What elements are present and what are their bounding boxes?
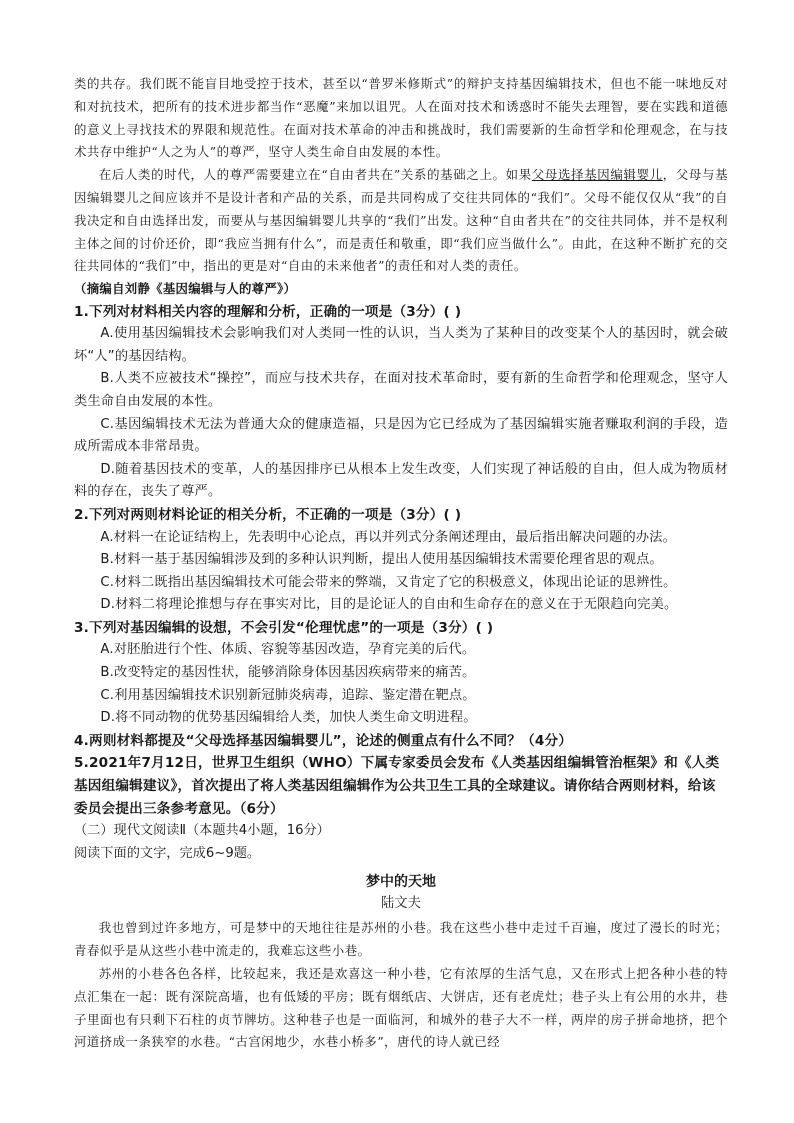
passage-text: ，父母与基因编辑婴儿之间应该并不是设计者和产品的关系，而是共同构成了交往共同体的“我们”。父母不能仅仅从“我”的自我决定和自由选择出发，而要从与基因编辑婴儿共享的“我们”出发。这种“自由者共在”的交往共同体，并不是权利主体之间的讨价还价，即“我应当拥有什么”，而是责任和敬重，即“我们应当做什么”。由此，在这种不断扩充的交往共同体的“我们”中，指出的更是对“自由的未来他者”的责任和对人类的责任。	[74, 167, 729, 274]
article-paragraph: 苏州的小巷各色各样，比较起来，我还是欢喜这一种小巷，它有浓厚的生活气息，又在形式上把各种小巷的特点汇集在一起：既有深院高墙，也有低矮的平房；既有烟纸店、大饼店，还有老虎灶；巷子头上有公用的水井，巷子里面也有只剩下石柱的贞节牌坊。这种巷子也是一面临河，和城外的巷子大不一样，两岸的房子拼命地挤，把个河道挤成一条狭窄的水巷。“古宫闲地少，水巷小桥多”，唐代的诗人就已经	[74, 966, 728, 1050]
option-b: B.改变特定的基因性状，能够消除身体因基因疾病带来的痛苦。	[100, 665, 476, 681]
article-title: 梦中的天地	[366, 874, 436, 891]
question-1	[74, 301, 728, 504]
option-b: B.材料一基于基因编辑涉及到的多种认识判断，提出人使用基因编辑技术需要伦理省思的观点。	[100, 552, 663, 568]
option-c: C.基因编辑技术无法为普通大众的健康造福，只是因为它已经成为了基因编辑实施者赚取利润的手段，造成所需成本非常昂贵。	[74, 416, 728, 455]
passage-paragraph	[74, 164, 728, 278]
passage-paragraph: 类的共存。我们既不能盲目地受控于技术，甚至以“普罗米修斯式”的辩护支持基因编辑技术，但也不能一味地反对和对抗技术，把所有的技术进步都当作“恶魔”来加以诅咒。人在面对技术和诱惑时不能失去理智，要在实践和道德的意义上寻找技术的界限和规范性。在面对技术革命的冲击和挑战时，我们需要新的生命哲学和伦理观念，在与技术共存中维护“人之为人”的尊严，坚守人类生命自由发展的本性。	[74, 76, 728, 160]
option-a: A.使用基因编辑技术会影响我们对人类同一性的认识，当人类为了某种目的改变某个人的基因时，就会破坏“人”的基因结构。	[74, 326, 728, 364]
question-stem: 1.下列对材料相关内容的理解和分析，正确的一项是（3分）( )	[74, 303, 462, 320]
underlined-phrase: 父母选择基因编辑婴儿	[531, 167, 663, 183]
option-b: B.人类不应被技术“操控”，而应与技术共存，在面对技术革命时，要有新的生命哲学和伦理观念，坚守人类生命自由发展的本性。	[74, 371, 728, 409]
question-5-stem: 5.2021年7月12日，世界卫生组织（WHO）下属专家委员会发布《人类基因组编辑管治框架》和《人类基因组编辑建议》，首次提出了将人类基因组编辑作为公共卫生工具的全球建议。请你结合两则材料，给该委员会提出三条参考意见。（6分）	[74, 755, 720, 817]
question-2	[74, 504, 728, 617]
option-d: D.材料二将理论推想与存在事实对比，目的是论证人的自由和生命存在的意义在于无限趋向完美。	[100, 597, 678, 613]
passage-source: （摘编自刘静《基因编辑与人的尊严》）	[74, 281, 297, 297]
article-author: 陆文夫	[380, 896, 422, 912]
exam-page	[74, 73, 728, 1054]
question-stem: 3.下列对基因编辑的设想，不会引发“伦理忧虑”的一项是（3分）( )	[74, 619, 494, 636]
passage-text: 在后人类的时代，人的尊严需要建立在“自由者共在”关系的基础之上。如果	[98, 167, 532, 183]
question-3	[74, 617, 728, 730]
option-c: C.利用基因编辑技术识别新冠肺炎病毒，追踪、鉴定潜在靶点。	[100, 687, 476, 703]
option-d: D.随着基因技术的变革，人的基因排序已从根本上发生改变，人们实现了神话般的自由，但人成为物质材料的存在，丧失了尊严。	[74, 461, 728, 500]
option-d: D.将不同动物的优势基因编辑给人类，加快人类生命文明进程。	[100, 710, 477, 726]
section-instruction: 阅读下面的文字，完成6~9题。	[74, 845, 261, 861]
question-stem: 2.下列对两则材料论证的相关分析，不正确的一项是（3分）( )	[74, 506, 462, 523]
option-a: A.对胚胎进行个性、体质、容貌等基因改造，孕育完美的后代。	[100, 642, 476, 658]
option-a: A.材料一在论证结构上，先表明中心论点，再以并列式分条阐述理由，最后指出解决问题的办法。	[100, 529, 677, 545]
article-paragraph: 我也曾到过许多地方，可是梦中的天地往往是苏州的小巷。我在这些小巷中走过千百遍，度过了漫长的时光；青春似乎是从这些小巷中流走的，我难忘这些小巷。	[74, 920, 728, 959]
option-c: C.材料二既指出基因编辑技术可能会带来的弊端，又肯定了它的积极意义，体现出论证的思辨性。	[100, 574, 677, 590]
question-4-stem: 4.两则材料都提及“父母选择基因编辑婴儿”，论述的侧重点有什么不同？（4分）	[74, 732, 573, 749]
section-heading: （二）现代文阅读Ⅱ（本题共4小题，16分）	[74, 823, 330, 839]
